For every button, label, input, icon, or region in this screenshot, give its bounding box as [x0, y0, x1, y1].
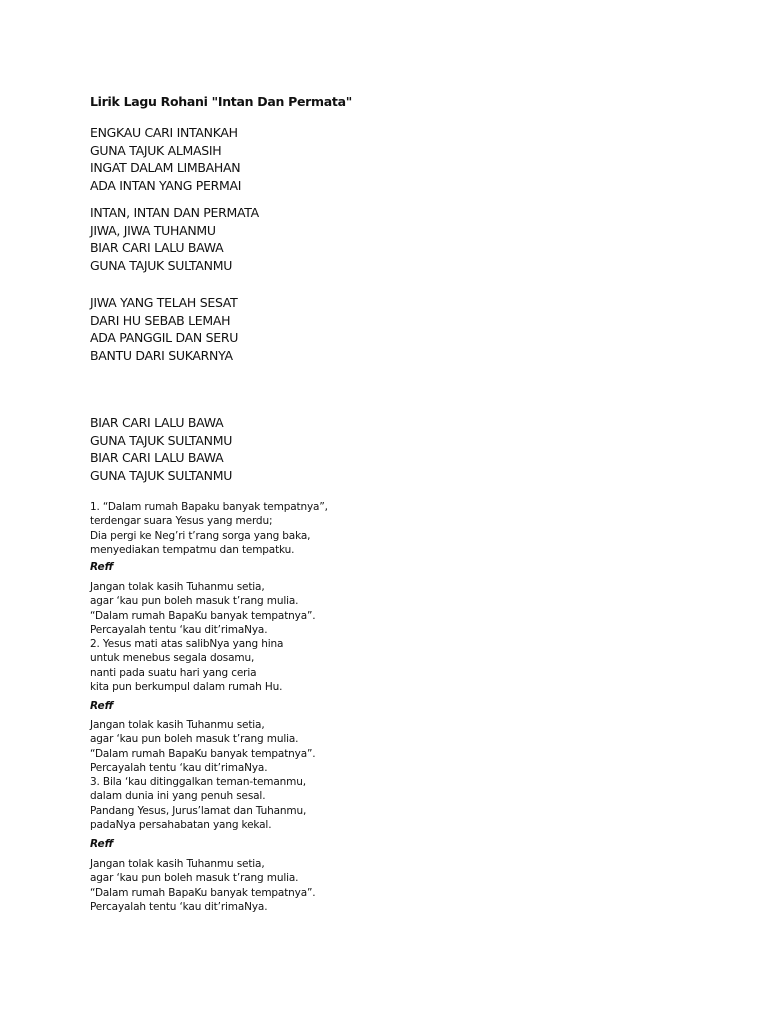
stanza-1 — [90, 124, 241, 194]
verse-line: Jangan tolak kasih Tuhanmu setia, — [90, 581, 265, 593]
verse-line: agar ‘kau pun boleh masuk t’rang mulia. — [90, 733, 299, 746]
verse-line: dalam dunia ini yang penuh sesal. — [90, 790, 266, 803]
lyric-line: BIAR CARI LALU BAWA — [90, 450, 224, 465]
reff-final — [90, 857, 316, 914]
lyric-line: ENGKAU CARI INTANKAH — [90, 125, 238, 140]
verse-line: nanti pada suatu hari yang ceria — [90, 666, 257, 679]
reff-label: Reff — [90, 838, 114, 850]
stanza-4 — [90, 414, 232, 484]
document-title: Lirik Lagu Rohani "Intan Dan Permata" — [90, 94, 352, 109]
verse-line: 2. Yesus mati atas salibNya yang hina — [90, 638, 284, 651]
reff-verse-3 — [90, 718, 316, 832]
lyric-line: GUNA TAJUK SULTANMU — [90, 467, 233, 483]
verse-line: agar ‘kau pun boleh masuk t’rang mulia. — [90, 872, 299, 885]
lyric-line: GUNA TAJUK ALMASIH — [90, 142, 222, 158]
verse-line: kita pun berkumpul dalam rumah Hu. — [90, 681, 283, 694]
verse-line: Dia pergi ke Neg’ri t’rang sorga yang baka, — [90, 529, 311, 542]
reff-label: Reff — [90, 700, 114, 712]
reff-verse-2 — [90, 580, 316, 694]
lyric-line: ADA PANGGIL DAN SERU — [90, 330, 239, 345]
verse-line: padaNya persahabatan yang kekal. — [90, 819, 272, 832]
verse-1 — [90, 500, 328, 557]
verse-line: Jangan tolak kasih Tuhanmu setia, — [90, 719, 265, 731]
verse-line: “Dalam rumah BapaKu banyak tempatnya”. — [90, 886, 316, 899]
lyric-line: BANTU DARI SUKARNYA — [90, 347, 233, 363]
lyric-line: DARI HU SEBAB LEMAH — [90, 312, 231, 328]
verse-line: “Dalam rumah BapaKu banyak tempatnya”. — [90, 609, 316, 622]
verse-line: Jangan tolak kasih Tuhanmu setia, — [90, 858, 265, 870]
stanza-2 — [90, 204, 259, 274]
verse-line: Percayalah tentu ‘kau dit’rimaNya. — [90, 900, 268, 913]
lyric-line: INGAT DALAM LIMBAHAN — [90, 160, 241, 175]
lyric-line: ADA INTAN YANG PERMAI — [90, 177, 242, 193]
verse-line: 3. Bila ‘kau ditinggalkan teman-temanmu, — [90, 776, 306, 789]
verse-line: Percayalah tentu ‘kau dit’rimaNya. — [90, 761, 268, 774]
verse-line: untuk menebus segala dosamu, — [90, 652, 255, 665]
lyric-line: INTAN, INTAN DAN PERMATA — [90, 205, 259, 220]
verse-line: agar ‘kau pun boleh masuk t’rang mulia. — [90, 595, 299, 608]
verse-line: menyediakan tempatmu dan tempatku. — [90, 543, 295, 556]
lyric-line: GUNA TAJUK SULTANMU — [90, 432, 233, 448]
verse-line: terdengar suara Yesus yang merdu; — [90, 515, 273, 528]
verse-line: Percayalah tentu ‘kau dit’rimaNya. — [90, 623, 268, 636]
stanza-3 — [90, 294, 238, 364]
lyric-line: JIWA, JIWA TUHANMU — [90, 222, 216, 238]
verse-line: “Dalam rumah BapaKu banyak tempatnya”. — [90, 747, 316, 760]
reff-label: Reff — [90, 561, 114, 573]
lyric-line: GUNA TAJUK SULTANMU — [90, 257, 233, 273]
verse-line: 1. “Dalam rumah Bapaku banyak tempatnya”, — [90, 501, 328, 513]
lyric-line: BIAR CARI LALU BAWA — [90, 415, 224, 430]
lyric-line: JIWA YANG TELAH SESAT — [90, 295, 238, 310]
lyric-line: BIAR CARI LALU BAWA — [90, 240, 224, 255]
verse-line: Pandang Yesus, Jurus’lamat dan Tuhanmu, — [90, 804, 307, 817]
